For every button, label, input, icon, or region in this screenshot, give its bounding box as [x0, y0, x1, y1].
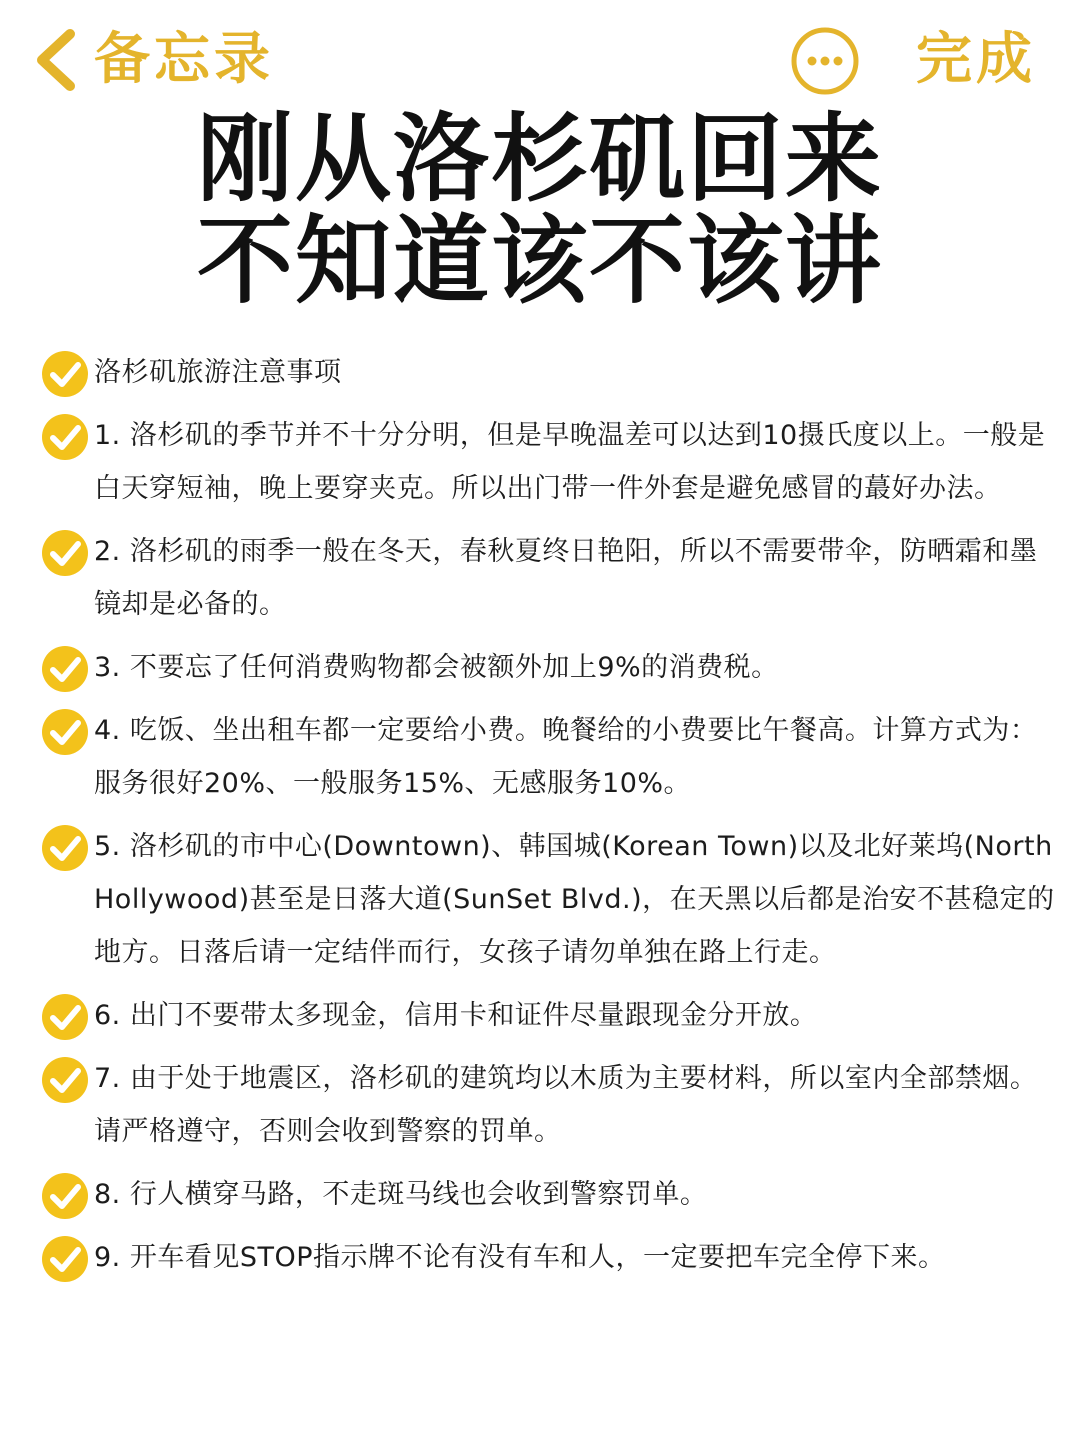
list-item	[0, 1052, 1080, 1158]
list-item	[0, 641, 1080, 694]
list-item	[0, 989, 1080, 1042]
list-item-text: 4. 吃饭、坐出租车都一定要给小费。晚餐给的小费要比午餐高。计算方式为：服务很好20%、一般服务15%、无感服务10%。	[94, 715, 1038, 799]
nav-bar	[0, 0, 1080, 120]
list-item-text: 洛杉矶旅游注意事项	[94, 357, 342, 388]
list-item	[0, 704, 1080, 810]
list-item-text: 5. 洛杉矶的市中心(Downtown)、韩国城(Korean Town)以及北好莱坞(North Hollywood)甚至是日落大道(SunSet Blvd.)，在天黑以后都是治安不甚稳定的地方。日落后请一定结伴而行，女孩子请勿单独在路上行走。	[94, 831, 1055, 968]
list-item	[0, 346, 1080, 399]
check-circle-icon	[40, 412, 90, 462]
headline-line-2: 不知道该不该讲	[197, 205, 883, 317]
list-item-text: 9. 开车看见STOP指示牌不论有没有车和人，一定要把车完全停下来。	[94, 1242, 946, 1273]
list-item	[0, 1231, 1080, 1284]
check-circle-icon	[40, 1234, 90, 1284]
list-item-text: 3. 不要忘了任何消费购物都会被额外加上9%的消费税。	[94, 652, 779, 683]
headline-line-1: 刚从洛杉矶回来	[197, 103, 883, 215]
check-circle-icon	[40, 707, 90, 757]
check-circle-icon	[40, 1171, 90, 1221]
check-circle-icon	[40, 644, 90, 694]
list-item	[0, 409, 1080, 515]
list-item-text: 2. 洛杉矶的雨季一般在冬天，春秋夏终日艳阳，所以不需要带伞，防晒霜和墨镜却是必备的。	[94, 536, 1038, 620]
ellipsis-circle-icon	[790, 26, 860, 96]
list-item-text: 6. 出门不要带太多现金，信用卡和证件尽量跟现金分开放。	[94, 1000, 818, 1031]
check-circle-icon	[40, 1055, 90, 1105]
list-item-text: 7. 由于处于地震区，洛杉矶的建筑均以木质为主要材料，所以室内全部禁烟。请严格遵守，否则会收到警察的罚单。	[94, 1063, 1038, 1147]
list-item	[0, 525, 1080, 631]
more-button[interactable]	[790, 26, 860, 96]
list-item	[0, 820, 1080, 979]
check-circle-icon	[40, 349, 90, 399]
list-item	[0, 1168, 1080, 1221]
check-circle-icon	[40, 992, 90, 1042]
list-item-text: 1. 洛杉矶的季节并不十分分明，但是早晚温差可以达到10摄氏度以上。一般是白天穿短袖，晚上要穿夹克。所以出门带一件外套是避免感冒的蕞好办法。	[94, 420, 1046, 504]
back-button[interactable]	[28, 24, 274, 96]
list-item-text: 8. 行人横穿马路，不走斑马线也会收到警察罚单。	[94, 1179, 708, 1210]
check-circle-icon	[40, 823, 90, 873]
note-body	[0, 346, 1080, 1294]
chevron-left-icon	[28, 24, 86, 96]
check-circle-icon	[40, 528, 90, 578]
done-button[interactable]: 完成	[916, 27, 1036, 92]
back-label: 备忘录	[94, 27, 274, 92]
note-headline	[0, 103, 1080, 317]
